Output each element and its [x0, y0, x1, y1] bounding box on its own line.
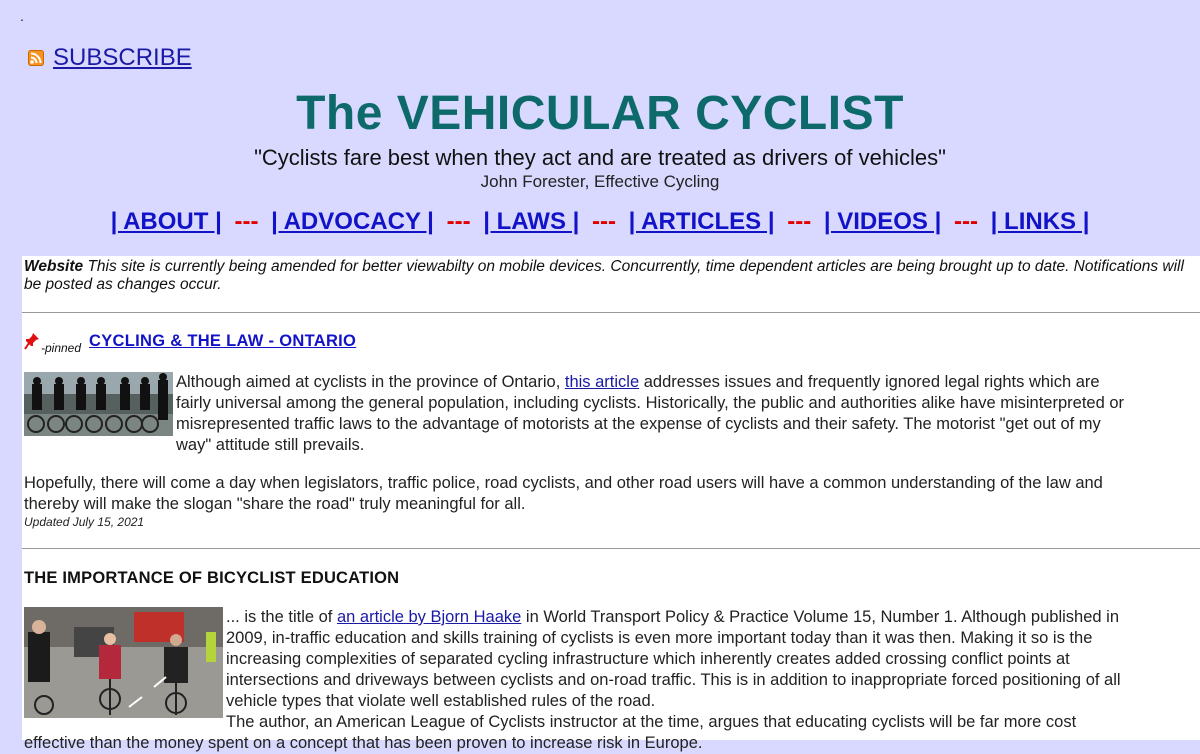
- text-line: [176, 372, 1124, 393]
- text-line: The author, an American League of Cyclists instructor at the time, argues that educating cyclists will be far more cost: [226, 713, 1077, 731]
- text-span: ... is the title of: [226, 608, 337, 626]
- content-panel: [22, 256, 1200, 752]
- text-span: Although aimed at cyclists in the province of Ontario,: [176, 373, 565, 391]
- text-line: thereby will make the slogan "share the road" truly meaningful for all.: [24, 495, 526, 513]
- text-line: [226, 607, 1121, 628]
- updated-date: Updated July 15, 2021: [24, 515, 145, 529]
- site-title: The VEHICULAR CYCLIST: [296, 87, 904, 140]
- nav-separator: ---: [234, 208, 259, 235]
- site-notice: [24, 258, 1200, 294]
- top-dot: .: [20, 8, 24, 24]
- text-line: way" attitude still prevails.: [176, 436, 365, 454]
- nav-links[interactable]: | LINKS |: [990, 208, 1090, 235]
- article1-paragraph2: [24, 473, 1103, 515]
- bjorn-haake-article-link[interactable]: an article by Bjorn Haake: [336, 608, 522, 626]
- divider: [22, 312, 1200, 313]
- nav-advocacy[interactable]: | ADVOCACY |: [271, 208, 434, 235]
- article2-paragraph: [226, 607, 1121, 733]
- nav-laws[interactable]: | LAWS |: [483, 208, 580, 235]
- nav-separator: ---: [592, 208, 616, 235]
- divider: [22, 548, 1200, 549]
- site-quote: "Cyclists fare best when they act and are treated as drivers of vehicles": [254, 145, 946, 170]
- police-cyclists-image: [24, 372, 173, 436]
- pinned-label: -pinned: [41, 341, 82, 355]
- text-line: effective than the money spent on a concept that has been proven to increase risk in Europe.: [24, 734, 703, 752]
- article2-paragraph-continued: [24, 733, 702, 754]
- quote-author: John Forester, Effective Cycling: [480, 172, 720, 191]
- article2-title: THE IMPORTANCE OF BICYCLIST EDUCATION: [24, 569, 400, 587]
- nav-videos[interactable]: | VIDEOS |: [823, 208, 942, 235]
- nav-separator: ---: [446, 208, 471, 235]
- street-cyclists-image: [24, 607, 223, 718]
- this-article-link[interactable]: this article: [564, 373, 640, 391]
- text-line: increasing complexities of separated cycling infrastructure which inherently creates added crossing conflict points at: [226, 650, 1070, 668]
- subscribe-link[interactable]: SUBSCRIBE: [53, 44, 192, 71]
- text-line: 2009, in-traffic education and skills training of cyclists is even more important today than it was then. Making it so is the: [226, 629, 1093, 647]
- article1-paragraph1: [176, 372, 1124, 456]
- article-title-link[interactable]: CYCLING & THE LAW - ONTARIO: [89, 332, 357, 350]
- nav-separator: ---: [954, 208, 978, 235]
- pinned-marker: [24, 332, 81, 355]
- nav-articles[interactable]: | ARTICLES |: [628, 208, 775, 235]
- text-line: vehicle types that violate well established rules of the road.: [226, 692, 656, 710]
- notice-label: Website: [24, 258, 84, 275]
- notice-text: This site is currently being amended for better viewabilty on mobile devices. Concurrently, time dependent articles are being brought up to date. Notifications will be posted as changes occur.: [24, 258, 1184, 293]
- subscribe-link-group[interactable]: [28, 44, 192, 72]
- rss-icon[interactable]: [28, 50, 44, 66]
- pushpin-icon: [24, 332, 40, 355]
- main-nav: [0, 208, 1200, 236]
- text-line: fairly universal among the general population, including cyclists. Historically, the public and authorities alike have misinterpreted or: [176, 394, 1125, 412]
- nav-about[interactable]: | ABOUT |: [110, 208, 222, 235]
- nav-separator: ---: [787, 208, 812, 235]
- text-line: intersections and driveways between cyclists and on-road traffic. This is in addition to inappropriate forced positioning of all: [226, 671, 1121, 689]
- text-span: in World Transport Policy & Practice Volume 15, Number 1. Although published in: [521, 608, 1120, 626]
- text-span: addresses issues and frequently ignored legal rights which are: [639, 373, 1100, 391]
- text-line: Hopefully, there will come a day when legislators, traffic police, road cyclists, and other road users will have a common understanding of the law and: [24, 474, 1103, 492]
- text-line: misrepresented traffic laws to the advantage of motorists at the expense of cyclists and their safety. The motorist "get out of my: [176, 415, 1101, 433]
